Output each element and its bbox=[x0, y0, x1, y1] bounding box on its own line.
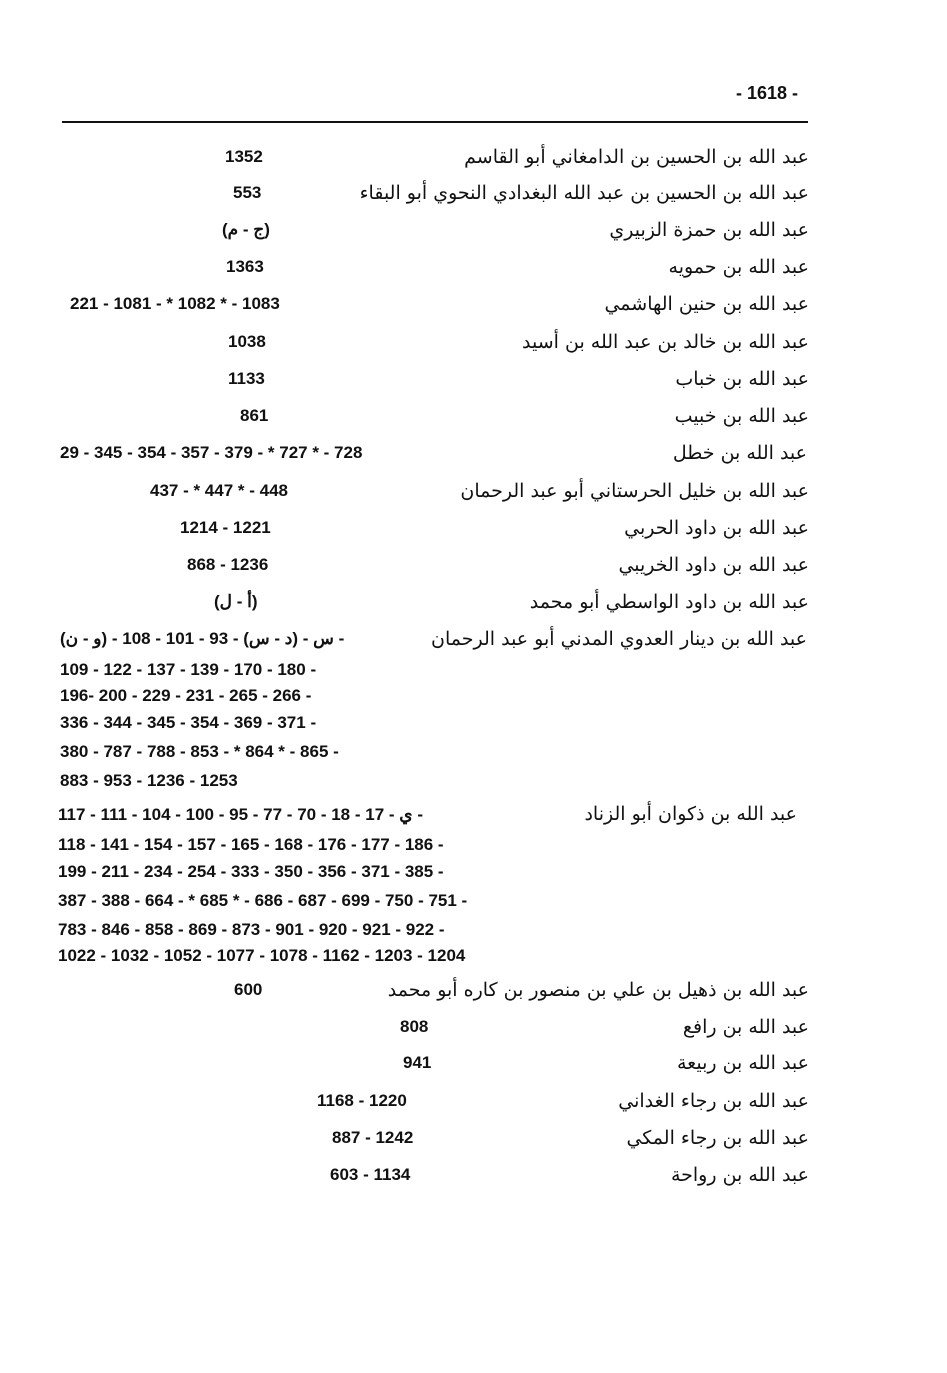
entry-name: عبد الله بن خطل bbox=[672, 442, 807, 464]
entry-name: عبد الله بن رجاء الغداني bbox=[618, 1090, 809, 1112]
entry-name: عبد الله بن ربيعة bbox=[676, 1052, 809, 1074]
entry-page-refs: 1022 - 1032 - 1052 - 1077 - 1078 - 1162 - 1203 - 1204 bbox=[58, 946, 466, 965]
entry-page-refs: ي - 17 - 18 - 70 - 77 - 95 - 100 - 104 - 111 - 117 - bbox=[58, 805, 423, 824]
entry-page-refs: (أ - ل) bbox=[214, 592, 258, 611]
page-number: - 1618 - bbox=[736, 83, 799, 103]
entry-page-refs: 29 - 345 - 354 - 357 - 379 - * 727 * - 728 bbox=[60, 443, 363, 462]
entry-page-refs: 1133 bbox=[228, 369, 265, 388]
entry-page-refs: 336 - 344 - 345 - 354 - 369 - 371 - bbox=[60, 713, 317, 732]
entry-page-refs: 380 - 787 - 788 - 853 - * 864 * - 865 - bbox=[60, 742, 339, 761]
entry-page-refs: (ج - م) bbox=[222, 220, 270, 239]
entry-name: عبد الله بن دينار العدوي المدني أبو عبد الرحمان bbox=[431, 628, 807, 650]
entry-name: عبد الله بن حمزة الزبيري bbox=[609, 219, 809, 241]
entry-page-refs: 861 bbox=[240, 406, 269, 425]
entry-page-refs: 1168 - 1220 bbox=[317, 1091, 407, 1110]
entry-name: عبد الله بن خالد بن عبد الله بن أسيد bbox=[522, 331, 809, 353]
entry-name: عبد الله بن ذكوان أبو الزناد bbox=[584, 803, 797, 825]
entry-name: عبد الله بن ذهيل بن علي بن منصور بن كاره أبو محمد bbox=[387, 979, 809, 1001]
entry-name: عبد الله بن خليل الحرستاني أبو عبد الرحمان bbox=[460, 480, 809, 502]
entry-page-refs: 118 - 141 - 154 - 157 - 165 - 168 - 176 - 177 - 186 - bbox=[58, 835, 444, 854]
entry-page-refs: 199 - 211 - 234 - 254 - 333 - 350 - 356 - 371 - 385 - bbox=[58, 862, 444, 881]
entry-name: عبد الله بن الحسين بن الدامغاني أبو القاسم bbox=[464, 146, 809, 168]
entry-page-refs: 196- 200 - 229 - 231 - 265 - 266 - bbox=[60, 686, 312, 705]
entry-page-refs: 808 bbox=[400, 1017, 429, 1036]
entry-page-refs: 109 - 122 - 137 - 139 - 170 - 180 - bbox=[60, 660, 317, 679]
entry-page-refs: 1352 bbox=[225, 147, 263, 166]
entry-name: عبد الله بن حنين الهاشمي bbox=[604, 293, 809, 315]
entry-page-refs: 783 - 846 - 858 - 869 - 873 - 901 - 920 - 921 - 922 - bbox=[58, 920, 445, 939]
entry-name: عبد الله بن الحسين بن عبد الله البغدادي النحوي أبو البقاء bbox=[359, 182, 809, 204]
entry-page-refs: (و - ن) - س - (د - س) - 93 - 101 - 108 - bbox=[60, 629, 345, 648]
entry-name: عبد الله بن داود الواسطي أبو محمد bbox=[529, 591, 809, 613]
entry-page-refs: 1214 - 1221 bbox=[180, 518, 271, 537]
entry-name: عبد الله بن داود الخريبي bbox=[618, 554, 809, 576]
entry-page-refs: 553 bbox=[233, 183, 262, 202]
entry-page-refs: 883 - 953 - 1236 - 1253 bbox=[60, 771, 238, 790]
entry-name: عبد الله بن رافع bbox=[682, 1016, 809, 1038]
entry-page-refs: 941 bbox=[403, 1053, 432, 1072]
entry-name: عبد الله بن حمويه bbox=[668, 256, 809, 278]
entry-page-refs: 887 - 1242 bbox=[332, 1128, 414, 1147]
entry-page-refs: 387 - 388 - 664 - * 685 * - 686 - 687 - 699 - 750 - 751 - bbox=[58, 891, 468, 910]
entry-name: عبد الله بن خبيب bbox=[674, 405, 809, 427]
entry-page-refs: 221 - 1081 - * 1082 * - 1083 bbox=[70, 294, 280, 313]
header-rule bbox=[62, 121, 808, 123]
entry-name: عبد الله بن داود الحربي bbox=[624, 517, 809, 539]
entry-page-refs: 1363 bbox=[226, 257, 264, 276]
entry-page-refs: 1038 bbox=[228, 332, 266, 351]
entry-name: عبد الله بن رواحة bbox=[670, 1164, 809, 1186]
entry-page-refs: 600 bbox=[234, 980, 263, 999]
entry-page-refs: 868 - 1236 bbox=[187, 555, 269, 574]
entry-page-refs: 603 - 1134 bbox=[330, 1165, 411, 1184]
entry-name: عبد الله بن رجاء المكي bbox=[626, 1127, 809, 1149]
entry-page-refs: 437 - * 447 * - 448 bbox=[150, 481, 288, 500]
entry-name: عبد الله بن خباب bbox=[675, 368, 809, 390]
